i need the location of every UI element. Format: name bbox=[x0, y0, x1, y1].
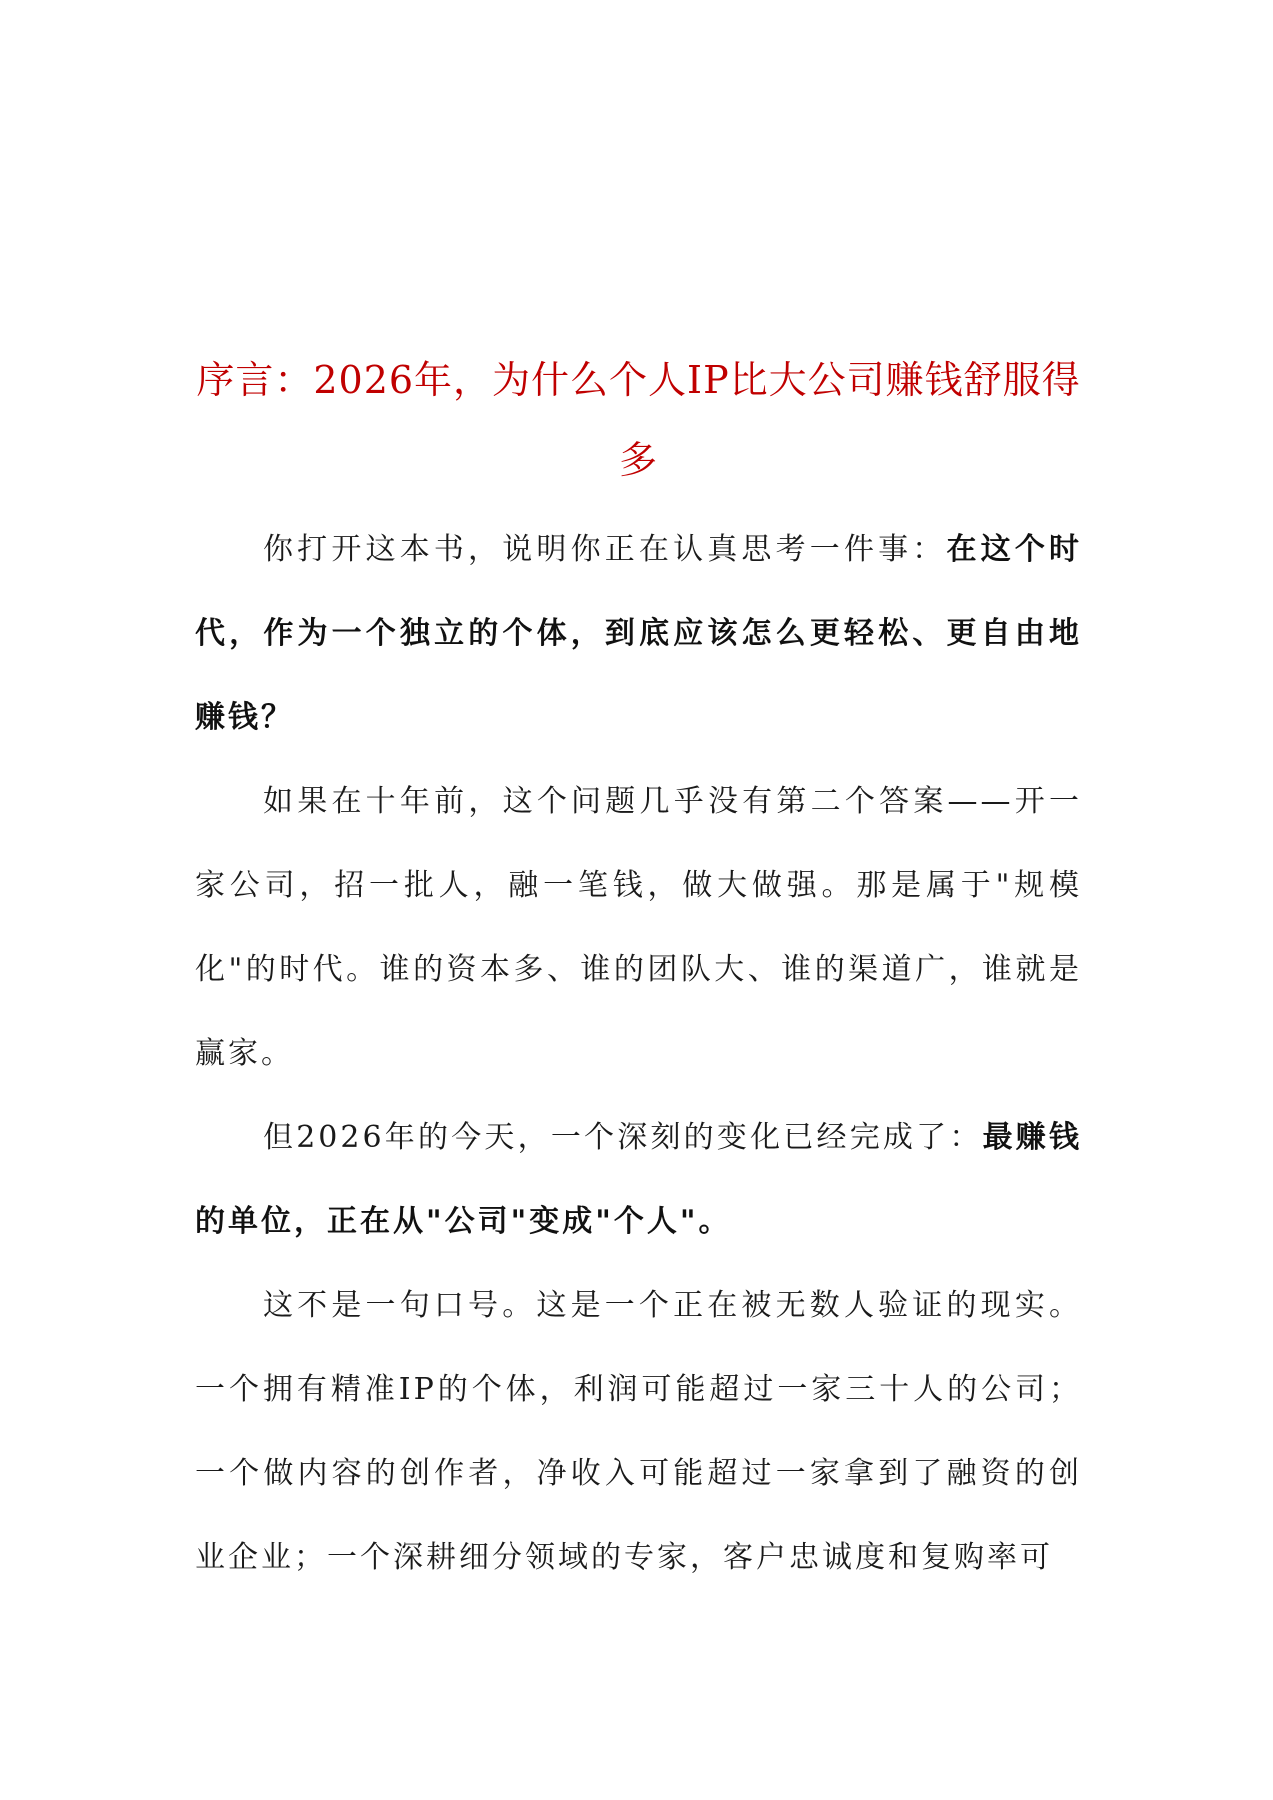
paragraph-3-text: 但2026年的今天，一个深刻的变化已经完成了： bbox=[263, 1120, 983, 1155]
paragraph-1 bbox=[195, 508, 1082, 760]
paragraph-1-text: 你打开这本书，说明你正在认真思考一件事： bbox=[263, 532, 947, 567]
paragraph-2-text: 如果在十年前，这个问题几乎没有第二个答案——开一家公司，招一批人，融一笔钱，做大做强。那是属于"规模化"的时代。谁的资本多、谁的团队大、谁的渠道广，谁就是赢家。 bbox=[195, 784, 1082, 1071]
paragraph-4 bbox=[195, 1264, 1082, 1600]
page-title: 序言：2026年，为什么个人IP比大公司赚钱舒服得多 bbox=[196, 358, 1081, 482]
paragraph-3 bbox=[195, 1096, 1082, 1264]
document-page bbox=[195, 340, 1082, 1600]
paragraph-3-emphasis: 最赚钱的单位，正在从"公司"变成"个人"。 bbox=[195, 1120, 1082, 1239]
paragraph-4-text: 这不是一句口号。这是一个正在被无数人验证的现实。一个拥有精准IP的个体，利润可能超过一家三十人的公司；一个做内容的创作者，净收入可能超过一家拿到了融资的创业企业；一个深耕细分领域的专家，客户忠诚度和复购率可 bbox=[195, 1288, 1082, 1575]
paragraph-1-emphasis: 在这个时代，作为一个独立的个体，到底应该怎么更轻松、更自由地赚钱？ bbox=[195, 532, 1083, 735]
paragraph-2 bbox=[195, 760, 1082, 1096]
